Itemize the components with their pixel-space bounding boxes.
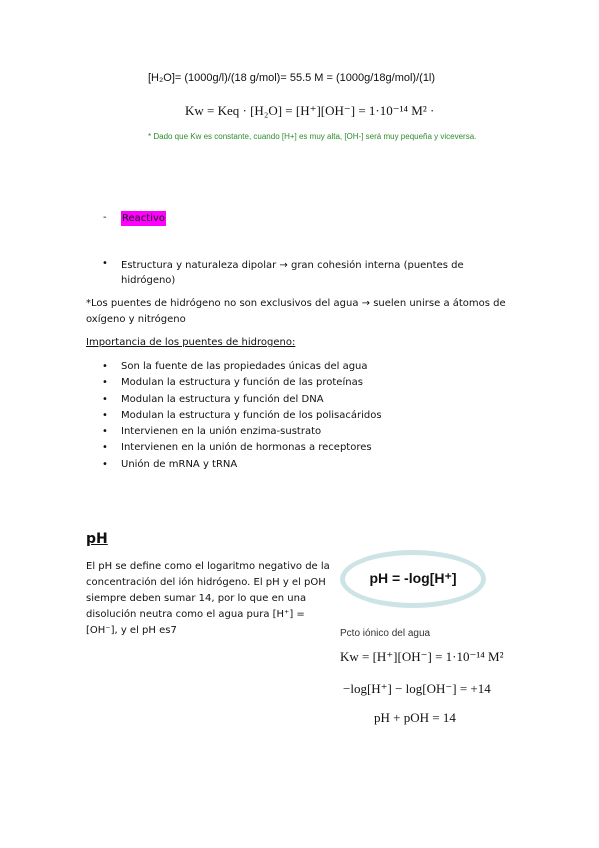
reactivo-highlight: Reactivo [122, 213, 166, 224]
log-equation: −log[H⁺] − log[OH⁻] = +14 [343, 681, 491, 696]
bullet-icon: • [102, 361, 108, 372]
reactivo-dash: - [103, 212, 107, 223]
list-item: • Intervienen en la unión de hormonas a receptores [102, 440, 382, 456]
ph-heading: pH [86, 531, 108, 547]
kw-equation: Kw = Keq · [H₂O] = [H⁺][OH⁻] = 1·10⁻¹⁴ M² · [185, 103, 435, 118]
ph-formula: pH = -log[H⁺] [369, 570, 457, 586]
list-item: • Son la fuente de las propiedades únicas del agua [102, 359, 382, 375]
water-concentration-equation: [H₂O]= (1000g/l)/(18 g/mol)= 55.5 M = (1000g/18g/mol)/(1l) [148, 72, 436, 84]
importance-title: Importancia de los puentes de hidrogeno: [86, 337, 296, 348]
bullet-icon: • [102, 258, 108, 269]
ionic-product-equation: Kw = [H⁺][OH⁻] = 1·10⁻¹⁴ M² [340, 649, 504, 664]
bullet-icon: • [102, 458, 108, 470]
hydrogen-bonds-paragraph: *Los puentes de hidrógeno no son exclusivos del agua → suelen unirse a átomos de oxígeno y nitrógeno [86, 298, 506, 325]
ph-poh-sum-equation: pH + pOH = 14 [374, 710, 456, 725]
list-item: • Intervienen en la unión enzima-sustrato [102, 424, 382, 440]
structure-bullet-text: Estructura y naturaleza dipolar → gran cohesión interna (puentes de hidrógeno) [121, 260, 464, 286]
bullet-icon: • [102, 426, 108, 438]
bullet-icon: • [102, 409, 108, 421]
ionic-product-label: Pcto iónico del agua [340, 628, 431, 639]
bullet-icon: • [102, 393, 108, 405]
importance-list [102, 359, 382, 473]
list-item: • Modulan la estructura y función del DNA [102, 392, 382, 408]
kw-note: * Dado que Kw es constante, cuando [H+] es muy alta, [OH-] será muy pequeña y viceversa. [148, 132, 477, 141]
ph-description: El pH se define como el logaritmo negativo de la concentración del ión hidrógeno. El pH y el pOH siempre deben sumar 14, por lo que en una disolución neutra como el agua pura [H⁺] = [OH⁻], y el pH es7 [86, 561, 330, 636]
list-item: • Modulan la estructura y función de los polisacáridos [102, 408, 382, 424]
list-item: • Unión de mRNA y tRNA [102, 457, 382, 473]
bullet-icon: • [102, 377, 108, 389]
bullet-icon: • [102, 442, 108, 454]
list-item: • Modulan la estructura y función de las proteínas [102, 375, 382, 391]
